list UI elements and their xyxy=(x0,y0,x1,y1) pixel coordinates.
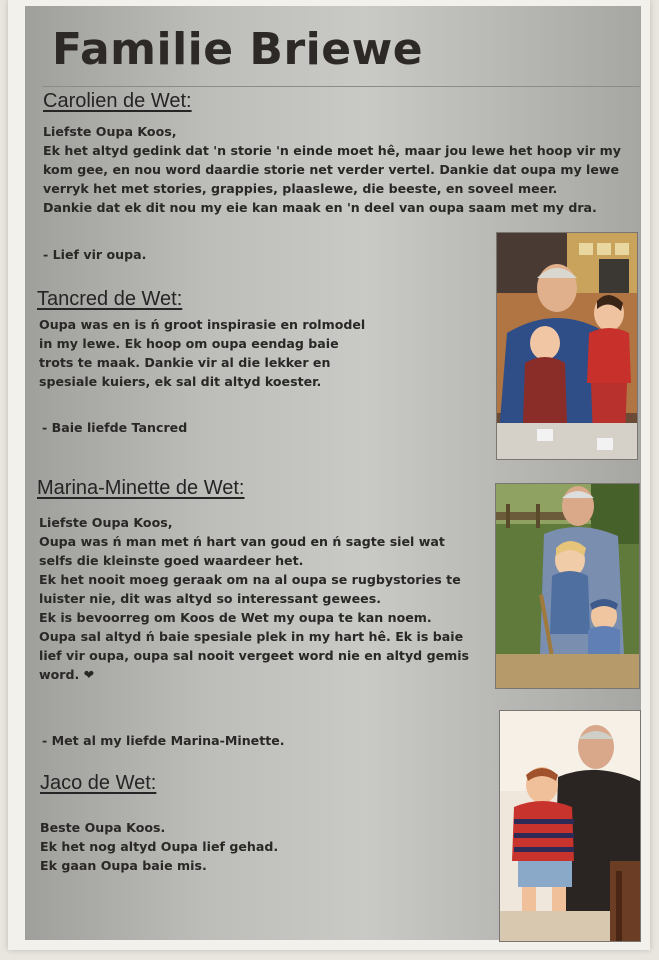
letter-line: verryk het met stories, grappies, plaaslewe, die beeste, en soveel meer. xyxy=(43,181,558,196)
family-photo-grandfather-boy xyxy=(499,710,641,942)
family-photo-grandfather-toddlers xyxy=(496,232,638,460)
letter-author-marina-minette: Marina-Minette de Wet: xyxy=(37,477,245,499)
letter-line: Ek het altyd gedink dat 'n storie 'n einde moet hê, maar jou lewe het hoop vir my xyxy=(43,143,621,158)
letter-author-carolien: Carolien de Wet: xyxy=(43,90,192,112)
letter-body-carolien xyxy=(43,122,621,217)
letter-line: Ek het nooit moeg geraak om na al oupa se rugbystories te xyxy=(39,572,461,587)
signoff-marina-minette: - Met al my liefde Marina-Minette. xyxy=(42,733,285,748)
title-divider xyxy=(42,86,640,87)
letter-body-tancred xyxy=(39,315,365,391)
letter-line: Ek gaan Oupa baie mis. xyxy=(40,858,207,873)
letter-line: luister nie, dit was altyd so interessant gewees. xyxy=(39,591,381,606)
letter-line: kom gee, en nou word daardie storie net verder vertel. Dankie dat oupa my lewe xyxy=(43,162,620,177)
letter-line: trots te maak. Dankie vir al die lekker en xyxy=(39,355,331,370)
family-photo-grandfather-outdoors xyxy=(495,483,640,689)
letter-line: Liefste Oupa Koos, xyxy=(39,515,173,530)
page-title: Familie Briewe xyxy=(52,24,424,75)
letter-line: Liefste Oupa Koos, xyxy=(43,124,177,139)
letter-line: Ek het nog altyd Oupa lief gehad. xyxy=(40,839,279,854)
letter-line: Ek is bevoorreg om Koos de Wet my oupa te kan noem. xyxy=(39,610,432,625)
letter-author-jaco: Jaco de Wet: xyxy=(40,772,157,794)
letter-line: Beste Oupa Koos. xyxy=(40,820,166,835)
letter-line: Oupa was en is ń groot inspirasie en rolmodel xyxy=(39,317,366,332)
book-page xyxy=(8,0,650,950)
letter-line: in my lewe. Ek hoop om oupa eendag baie xyxy=(39,336,339,351)
letter-line: Oupa sal altyd ń baie spesiale plek in my hart hê. Ek is baie xyxy=(39,629,464,644)
signoff-carolien: - Lief vir oupa. xyxy=(43,247,147,262)
letter-author-tancred: Tancred de Wet: xyxy=(37,288,183,310)
letter-line: word. ❤ xyxy=(39,667,95,682)
letter-body-marina-minette xyxy=(39,513,469,684)
letter-line: selfs die kleinste goed waardeer het. xyxy=(39,553,304,568)
letter-line: spesiale kuiers, ek sal dit altyd koester. xyxy=(39,374,322,389)
letter-line: lief vir oupa, oupa sal nooit vergeet word nie en altyd gemis xyxy=(39,648,470,663)
letter-body-jaco xyxy=(40,818,278,875)
signoff-tancred: - Baie liefde Tancred xyxy=(42,420,188,435)
letter-line: Dankie dat ek dit nou my eie kan maak en 'n deel van oupa saam met my dra. xyxy=(43,200,597,215)
grey-sheet xyxy=(25,6,641,940)
letter-line: Oupa was ń man met ń hart van goud en ń sagte siel wat xyxy=(39,534,445,549)
